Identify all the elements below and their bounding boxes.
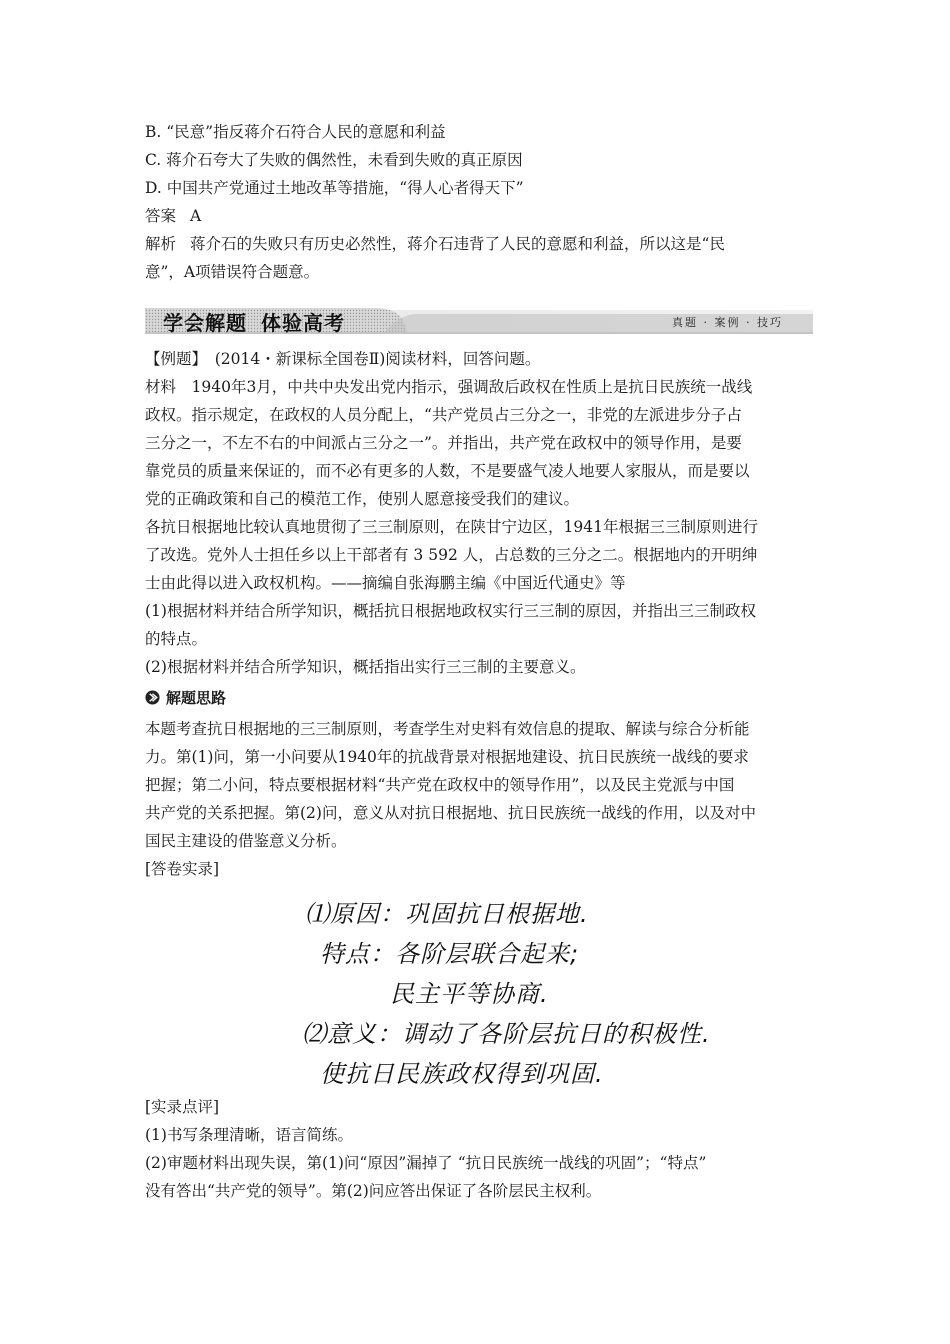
- example-question: [145, 345, 813, 681]
- banner-tag: 真题 · 案例 · 技巧: [672, 316, 783, 329]
- example-line: 各抗日根据地比较认真地贯彻了三三制原则，在陕甘宁边区，1941年根据三三制原则进行: [145, 518, 758, 536]
- example-line: 党的正确政策和自己的模范工作，使别人愿意接受我们的建议。: [145, 490, 580, 508]
- approach-line: 力。第(1)问，第一小问要从1940年的抗战背景对根据地建设、抗日民族统一战线的要求: [145, 748, 749, 766]
- analysis-label: 解析: [145, 235, 177, 253]
- review-line: 没有答出“共产党的领导”。第(2)问应答出保证了各阶层民主权利。: [145, 1182, 602, 1200]
- banner-title-right: 体验高考: [261, 311, 345, 335]
- analysis-row: [145, 230, 813, 258]
- example-line: 靠党员的质量来保证的，而不必有更多的人数，不是要盛气凌人地要人家服从，而是要以: [145, 462, 750, 480]
- answer-row: [145, 202, 813, 230]
- handwritten-line: ⑴原因：巩固抗日根据地.: [305, 900, 589, 928]
- arrow-circle-icon: [145, 690, 160, 705]
- approach-line: 国民主建设的借鉴意义分析。: [145, 832, 347, 850]
- approach-body: [145, 715, 813, 883]
- option-c: C. 蒋介石夸大了失败的偶然性，未看到失败的真正原因: [145, 151, 523, 169]
- review-label: [实录点评]: [145, 1098, 220, 1116]
- example-line: (2)根据材料并结合所学知识，概括指出实行三三制的主要意义。: [145, 658, 586, 676]
- handwritten-line: 使抗日民族政权得到巩固.: [320, 1060, 604, 1088]
- answer-value: A: [190, 207, 202, 225]
- record-label: [答卷实录]: [145, 860, 220, 878]
- example-line: (1)根据材料并结合所学知识，概括抗日根据地政权实行三三制的原因，并指出三三制政权: [145, 602, 756, 620]
- option-d: D. 中国共产党通过土地改革等措施，“得人心者得天下”: [145, 179, 524, 197]
- handwritten-line: 民主平等协商.: [390, 980, 549, 1008]
- approach-line: 把握；第二小问，特点要根据材料“共产党在政权中的领导作用”，以及民主党派与中国: [145, 776, 735, 794]
- example-line: 三分之一，不左不右的中间派占三分之一”。并指出，共产党在政权中的领导作用，是要: [145, 434, 742, 452]
- handwritten-answer: [300, 886, 711, 1091]
- example-line: 士由此得以进入政权机构。——摘编自张海鹏主编《中国近代通史》等: [145, 574, 626, 592]
- analysis-text: 蒋介石的失败只有历史必然性，蒋介石违背了人民的意愿和利益，所以这是“民: [190, 235, 725, 253]
- answer-label: 答案: [145, 207, 177, 225]
- analysis-continued: 意”，A项错误符合题意。: [145, 263, 320, 281]
- example-line: 政权。指示规定，在政权的人员分配上，“共产党员占三分之一，非党的左派进步分子占: [145, 406, 742, 424]
- question-tail: [145, 118, 813, 286]
- example-line: 【例题】 (2014・新课标全国卷Ⅱ)阅读材料，回答问题。: [145, 350, 541, 368]
- option-b: B. “民意”指反蒋介石符合人民的意愿和利益: [145, 123, 446, 141]
- review-section: [145, 1093, 813, 1205]
- approach-heading-text: 解题思路: [166, 688, 227, 707]
- approach-line: 本题考查抗日根据地的三三制原则，考查学生对史料有效信息的提取、解读与综合分析能: [145, 720, 750, 738]
- review-line: (1)书写条理清晰，语言简练。: [145, 1126, 353, 1144]
- example-line: 的特点。: [145, 630, 208, 648]
- banner-title-left: 学会解题: [163, 311, 247, 335]
- section-banner: [145, 306, 813, 336]
- example-line: 材料 1940年3月，中共中央发出党内指示，强调敌后政权在性质上是抗日民族统一战线: [145, 378, 753, 396]
- approach-line: 共产党的关系把握。第(2)问，意义从对抗日根据地、抗日民族统一战线的作用，以及对中: [145, 804, 756, 822]
- handwritten-line: ⑵意义：调动了各阶层抗日的积极性.: [302, 1020, 711, 1048]
- handwritten-line: 特点：各阶层联合起来;: [320, 940, 580, 968]
- banner-title: [163, 307, 345, 336]
- example-line: 了改选。党外人士担任乡以上干部者有 3 592 人，占总数的三分之二。根据地内的开明绅: [145, 546, 758, 564]
- approach-heading: [145, 686, 226, 708]
- review-line: (2)审题材料出现失误，第(1)问“原因”漏掉了 “抗日民族统一战线的巩固”；“特点”: [145, 1154, 707, 1172]
